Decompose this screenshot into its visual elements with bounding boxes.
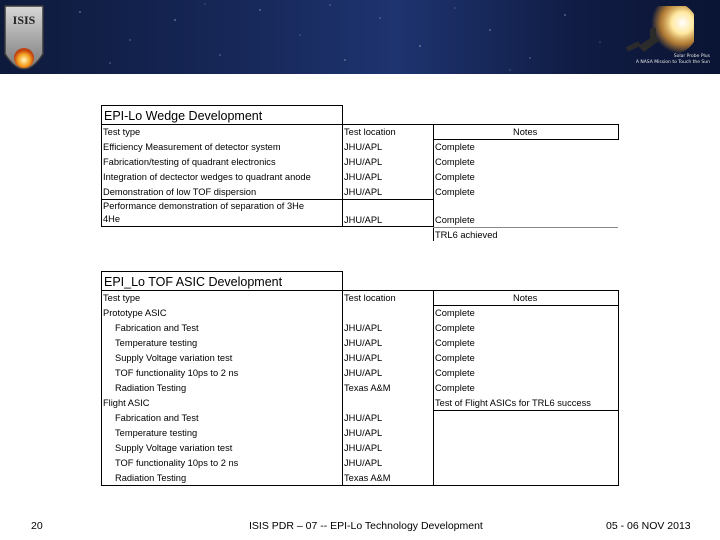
- asic-row-location: Texas A&M: [344, 383, 391, 393]
- wedge-row-test: Demonstration of low TOF dispersion: [103, 187, 257, 197]
- wedge-title-top-border: [101, 105, 343, 106]
- asic-row-test: Supply Voltage variation test: [115, 443, 233, 453]
- caption-line-2: A NASA Mission to Touch the Sun: [635, 60, 710, 65]
- asic-row-test: Radiation Testing: [115, 473, 187, 483]
- asic-col-divider-1: [342, 290, 343, 486]
- asic-row-test: TOF functionality 10ps to 2 ns: [115, 368, 239, 378]
- asic-row-test: TOF functionality 10ps to 2 ns: [115, 458, 239, 468]
- wedge-row-notes: Complete: [435, 142, 475, 152]
- asic-row-location: JHU/APL: [344, 353, 383, 363]
- asic-group-label: Flight ASIC: [103, 398, 150, 408]
- wedge-row-test: Integration of dectector wedges to quadrant anode: [103, 172, 311, 182]
- asic-header-location: Test location: [344, 293, 396, 303]
- footer-title: ISIS PDR – 07 -- EPI-Lo Technology Development: [249, 520, 483, 532]
- asic-row-location: JHU/APL: [344, 368, 383, 378]
- wedge-row-notes: Complete: [435, 172, 475, 182]
- wedge-row-notes: Complete: [435, 187, 475, 197]
- asic-left-border: [101, 271, 102, 486]
- isis-logo: [2, 2, 46, 84]
- asic-row-test: Temperature testing: [115, 338, 198, 348]
- wedge-header-test: Test type: [103, 127, 141, 137]
- asic-row-notes: Complete: [435, 353, 475, 363]
- asic-row-location: JHU/APL: [344, 458, 383, 468]
- footer-date: 05 - 06 NOV 2013: [606, 520, 691, 532]
- asic-title-top-border: [101, 271, 343, 272]
- asic-row-test: Temperature testing: [115, 428, 198, 438]
- wedge-title-right-border: [342, 105, 343, 125]
- wedge-row-test: Efficiency Measurement of detector system: [103, 142, 281, 152]
- asic-row-location: JHU/APL: [344, 428, 383, 438]
- asic-table-title: EPI_Lo TOF ASIC Development: [104, 275, 283, 289]
- header-banner: [0, 0, 720, 74]
- wedge-row-location: JHU/APL: [344, 172, 383, 182]
- asic-row-test: Radiation Testing: [115, 383, 187, 393]
- asic-row-notes: Complete: [435, 308, 475, 318]
- asic-row-location: JHU/APL: [344, 338, 383, 348]
- asic-row-notes: Complete: [435, 368, 475, 378]
- asic-row-location: Texas A&M: [344, 473, 391, 483]
- page-number: 20: [31, 520, 43, 532]
- wedge-header-location: Test location: [344, 127, 396, 137]
- wedge-col-divider-1: [342, 124, 343, 227]
- wedge-notes-right-border: [618, 124, 619, 139]
- wedge-row-notes: Complete: [435, 157, 475, 167]
- asic-row-notes: Complete: [435, 323, 475, 333]
- asic-title-right-border: [342, 271, 343, 291]
- wedge-row-location: JHU/APL: [344, 157, 383, 167]
- asic-row-location: JHU/APL: [344, 323, 383, 333]
- starfield-background: [0, 0, 720, 74]
- wedge-row-notes: Complete: [435, 215, 475, 225]
- wedge-row-location: JHU/APL: [344, 187, 383, 197]
- asic-row-test: Fabrication and Test: [115, 323, 199, 333]
- caption-line-1: Solar Probe Plus: [673, 54, 710, 59]
- asic-col-divider-2: [433, 290, 434, 486]
- wedge-row-test: Performance demonstration of separation of 3He: [103, 201, 305, 211]
- wedge-row-test: Fabrication/testing of quadrant electronics: [103, 157, 276, 167]
- asic-right-border: [618, 290, 619, 486]
- asic-row-location: JHU/APL: [344, 413, 383, 423]
- asic-group-label: Prototype ASIC: [103, 308, 167, 318]
- asic-row-test: Supply Voltage variation test: [115, 353, 233, 363]
- wedge-row-location: JHU/APL: [344, 142, 383, 152]
- asic-header-test: Test type: [103, 293, 141, 303]
- wedge-row-notes-trl: TRL6 achieved: [435, 230, 498, 240]
- asic-row-notes: Complete: [435, 338, 475, 348]
- wedge-col-divider-2: [433, 124, 434, 241]
- wedge-header-notes: Notes: [513, 127, 538, 137]
- wedge-row-test-continued: 4He: [103, 214, 121, 224]
- wedge-table-title: EPI-Lo Wedge Development: [104, 109, 263, 123]
- asic-row-notes: Test of Flight ASICs for TRL6 success: [435, 398, 591, 408]
- asic-row-notes: Complete: [435, 383, 475, 393]
- wedge-bottom-border: [101, 226, 433, 227]
- asic-row-location: JHU/APL: [344, 443, 383, 453]
- wedge-row-location: JHU/APL: [344, 215, 383, 225]
- asic-row-test: Fabrication and Test: [115, 413, 199, 423]
- banner-caption: [636, 54, 710, 66]
- asic-header-notes: Notes: [513, 293, 538, 303]
- logo-text: ISIS: [12, 13, 36, 27]
